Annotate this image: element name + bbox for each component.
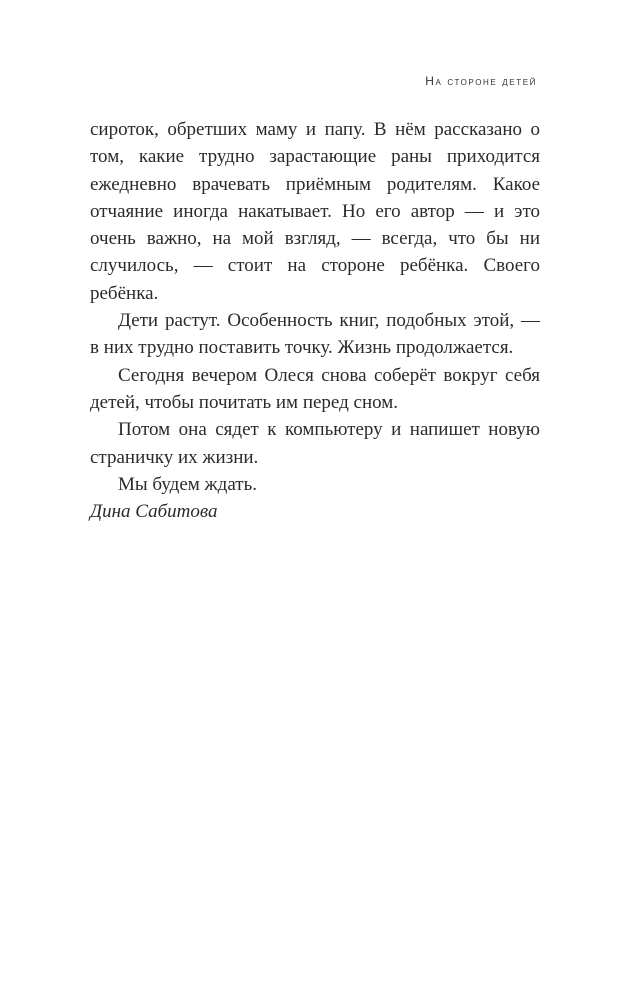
paragraph: Потом она сядет к компьютеру и напишет новую страничку их жизни. bbox=[90, 419, 540, 468]
page-text bbox=[90, 116, 540, 525]
running-header: На стороне детей bbox=[425, 74, 537, 88]
paragraph: Дети растут. Особенность книг, подобных этой, — в них трудно поставить точку. Жизнь продолжается. bbox=[90, 310, 540, 359]
paragraph: Сегодня вечером Олеся снова соберёт вокруг себя детей, чтобы почитать им перед сном. bbox=[90, 364, 540, 413]
paragraph: Мы будем ждать. bbox=[118, 473, 257, 495]
author-signature: Дина Сабитова bbox=[90, 501, 218, 523]
paragraph-continued: сироток, обретших маму и папу. В нём рассказано о том, какие трудно зарастающие раны приходится ежедневно врачевать приёмным родителям. Какое отчаяние иногда накатывает. Но его автор — и это очень важно, на мой взгляд, — всегда, что бы ни случилось, — стоит на стороне ребёнка. Своего ребёнка. bbox=[90, 119, 540, 304]
